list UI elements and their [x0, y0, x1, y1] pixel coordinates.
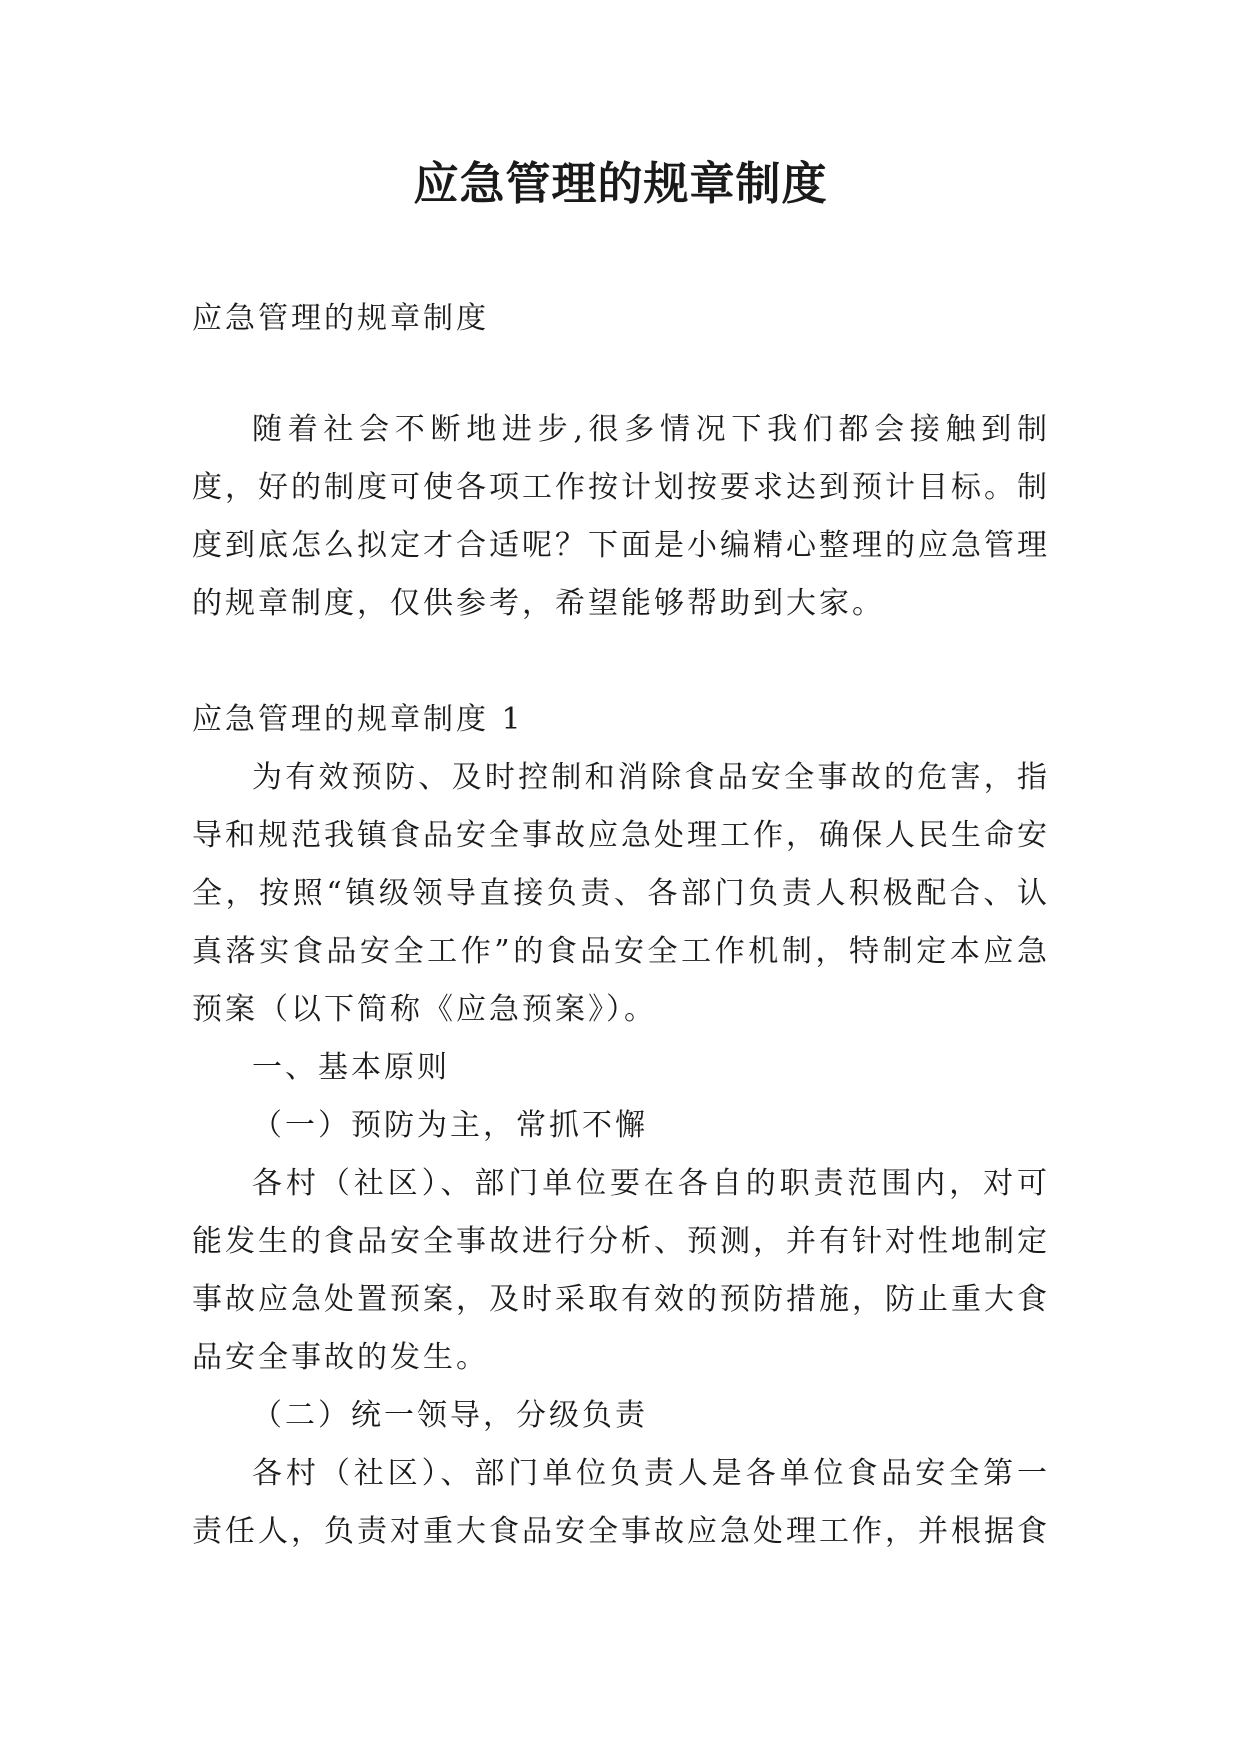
- prevention-paragraph: 各村（社区）、部门单位要在各自的职责范围内，对可能发生的食品安全事故进行分析、预测，并有针对性地制定事故应急处置预案，及时采取有效的预防措施，防止重大食品安全事故的发生。: [192, 1166, 1050, 1375]
- purpose-paragraph: 为有效预防、及时控制和消除食品安全事故的危害，指导和规范我镇食品安全事故应急处理工作，确保人民生命安全，按照“镇级领导直接负责、各部门负责人积极配合、认真落实食品安全工作”的食品安全工作机制，特制定本应急预案（以下简称《应急预案》）。: [192, 760, 1050, 1027]
- document-title: 应急管理的规章制度: [413, 157, 828, 210]
- document-body: [192, 290, 1050, 1561]
- subheading-prevention: （一）预防为主，常抓不懈: [252, 1108, 648, 1143]
- leadership-paragraph: 各村（社区）、部门单位负责人是各单位食品安全第一责任人，负责对重大食品安全事故应急处理工作，并根据食: [192, 1456, 1050, 1549]
- subtitle-paragraph: 应急管理的规章制度: [192, 301, 489, 336]
- principles-heading: 一、基本原则: [252, 1050, 450, 1085]
- subheading-leadership: （二）统一领导，分级负责: [252, 1398, 648, 1433]
- intro-paragraph: 随着社会不断地进步,很多情况下我们都会接触到制度，好的制度可使各项工作按计划按要求达到预计目标。制度到底怎么拟定才合适呢？下面是小编精心整理的应急管理的规章制度，仅供参考，希望能够帮助到大家。: [192, 412, 1050, 621]
- section-heading: 应急管理的规章制度 1: [192, 702, 524, 737]
